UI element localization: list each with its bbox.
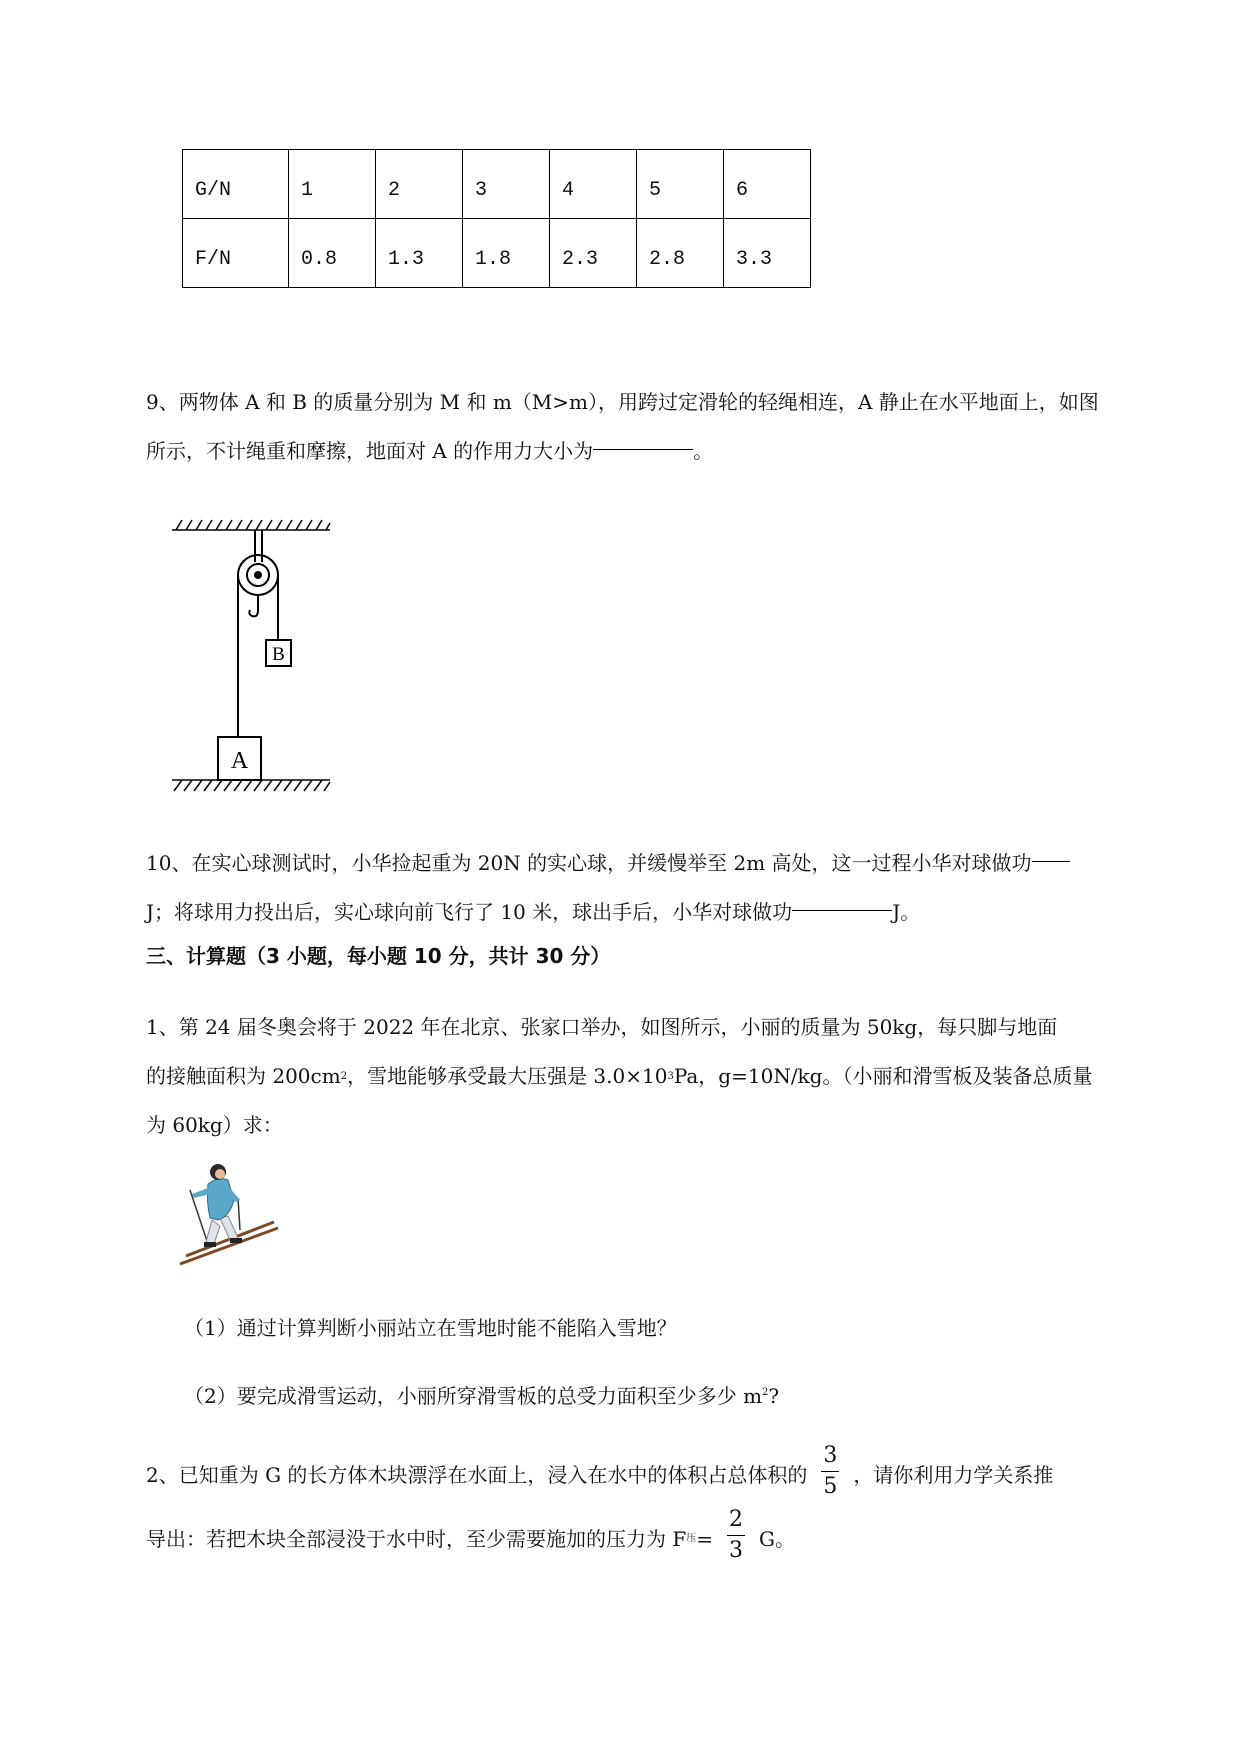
answer-blank[interactable] xyxy=(792,888,892,911)
calc-2-text: ，请你利用力学关系推 xyxy=(853,1463,1054,1487)
table-cell: 2.8 xyxy=(637,219,724,288)
calc-1-text: Pa，g=10N/kg。（小丽和滑雪板及装备总质量 xyxy=(673,1064,1093,1088)
question-10-line-2 xyxy=(146,888,1151,937)
table-row xyxy=(183,150,811,219)
superscript: 2 xyxy=(340,1071,348,1082)
calc-2-text: 导出：若把木块全部浸没于水中时，至少需要施加的压力为 F xyxy=(146,1527,687,1551)
fraction-denominator: 3 xyxy=(729,1538,743,1563)
question-10-text: 10、在实心球测试时，小华捡起重为 20N 的实心球，并缓慢举至 2m 高处，这一过程小华对球做功 xyxy=(146,851,1032,875)
question-9-line-1: 9、两物体 A 和 B 的质量分别为 M 和 m（M>m），用跨过定滑轮的轻绳相连，A 静止在水平地面上，如图 xyxy=(146,390,1099,414)
table-cell: 4 xyxy=(550,150,637,219)
table-cell: 2.3 xyxy=(550,219,637,288)
calc-2-text: G。 xyxy=(759,1527,795,1551)
question-10-line-1 xyxy=(146,839,1151,888)
calc-1-sub-question-1: （1）通过计算判断小丽站立在雪地时能不能陷入雪地？ xyxy=(184,1316,677,1340)
calc-2-line-2 xyxy=(146,1507,1151,1571)
fraction xyxy=(727,1505,745,1569)
table-cell: 1.8 xyxy=(463,219,550,288)
gravity-force-table xyxy=(182,149,811,288)
question-9-text: 所示，不计绳重和摩擦，地面对 A 的作用力大小为 xyxy=(146,439,594,463)
table-row xyxy=(183,219,811,288)
block-b-label: B xyxy=(272,644,285,665)
table-cell: 5 xyxy=(637,150,724,219)
skier-image xyxy=(178,1160,283,1270)
superscript: 3 xyxy=(667,1071,674,1082)
calc-question-1 xyxy=(146,1003,1151,1150)
fraction-numerator: 3 xyxy=(823,1443,838,1468)
table-cell: 6 xyxy=(724,150,811,219)
answer-blank[interactable] xyxy=(1032,839,1070,862)
question-10-unit: J。 xyxy=(892,900,921,924)
pulley-diagram xyxy=(170,518,335,803)
table-cell: F/N xyxy=(183,219,289,288)
question-10 xyxy=(146,839,1151,937)
table-cell: 1.3 xyxy=(376,219,463,288)
ceiling-hatch xyxy=(172,520,330,530)
calc-1-sub-text: ? xyxy=(768,1384,780,1408)
calc-2-text: 2、已知重为 G 的长方体木块漂浮在水面上，浸入在水中的体积占总体积的 xyxy=(146,1463,808,1487)
fraction-denominator: 5 xyxy=(823,1474,838,1499)
subscript: 压 xyxy=(686,1533,697,1544)
calc-1-text: 的接触面积为 200cm xyxy=(146,1064,341,1088)
calc-question-2 xyxy=(146,1443,1151,1571)
question-9-line-2 xyxy=(146,427,1151,476)
superscript: 2 xyxy=(762,1387,769,1398)
block-a-label: A xyxy=(230,748,249,774)
ground-hatch xyxy=(172,780,330,791)
table-cell: 3 xyxy=(463,150,550,219)
calc-1-sub-question-2 xyxy=(184,1380,779,1409)
calc-1-line-3: 为 60kg）求： xyxy=(146,1113,283,1137)
question-9 xyxy=(146,378,1151,476)
equals-sign: = xyxy=(696,1527,713,1551)
pulley-wheel xyxy=(238,530,278,616)
question-9-end: 。 xyxy=(693,439,714,463)
table-cell: 1 xyxy=(289,150,376,219)
table-cell: 0.8 xyxy=(289,219,376,288)
calc-1-text: ，雪地能够承受最大压强是 3.0×10 xyxy=(347,1064,668,1088)
fraction-numerator: 2 xyxy=(729,1507,743,1532)
answer-blank[interactable] xyxy=(593,427,693,450)
table-cell: 2 xyxy=(376,150,463,219)
table-cell: 3.3 xyxy=(724,219,811,288)
calc-2-line-1 xyxy=(146,1443,1151,1507)
calc-1-line-2 xyxy=(146,1052,1151,1101)
section-heading: 三、计算题（3 小题，每小题 10 分，共计 30 分） xyxy=(146,944,611,968)
table-cell: G/N xyxy=(183,150,289,219)
calc-1-line-1: 1、第 24 届冬奥会将于 2022 年在北京、张家口举办，如图所示，小丽的质量为 50kg，每只脚与地面 xyxy=(146,1015,1058,1039)
question-10-text-2: J；将球用力投出后，实心球向前飞行了 10 米，球出手后，小华对球做功 xyxy=(146,900,793,924)
fraction xyxy=(821,1441,839,1505)
calc-1-sub-text: （2）要完成滑雪运动，小丽所穿滑雪板的总受力面积至少多少 m xyxy=(184,1384,763,1408)
